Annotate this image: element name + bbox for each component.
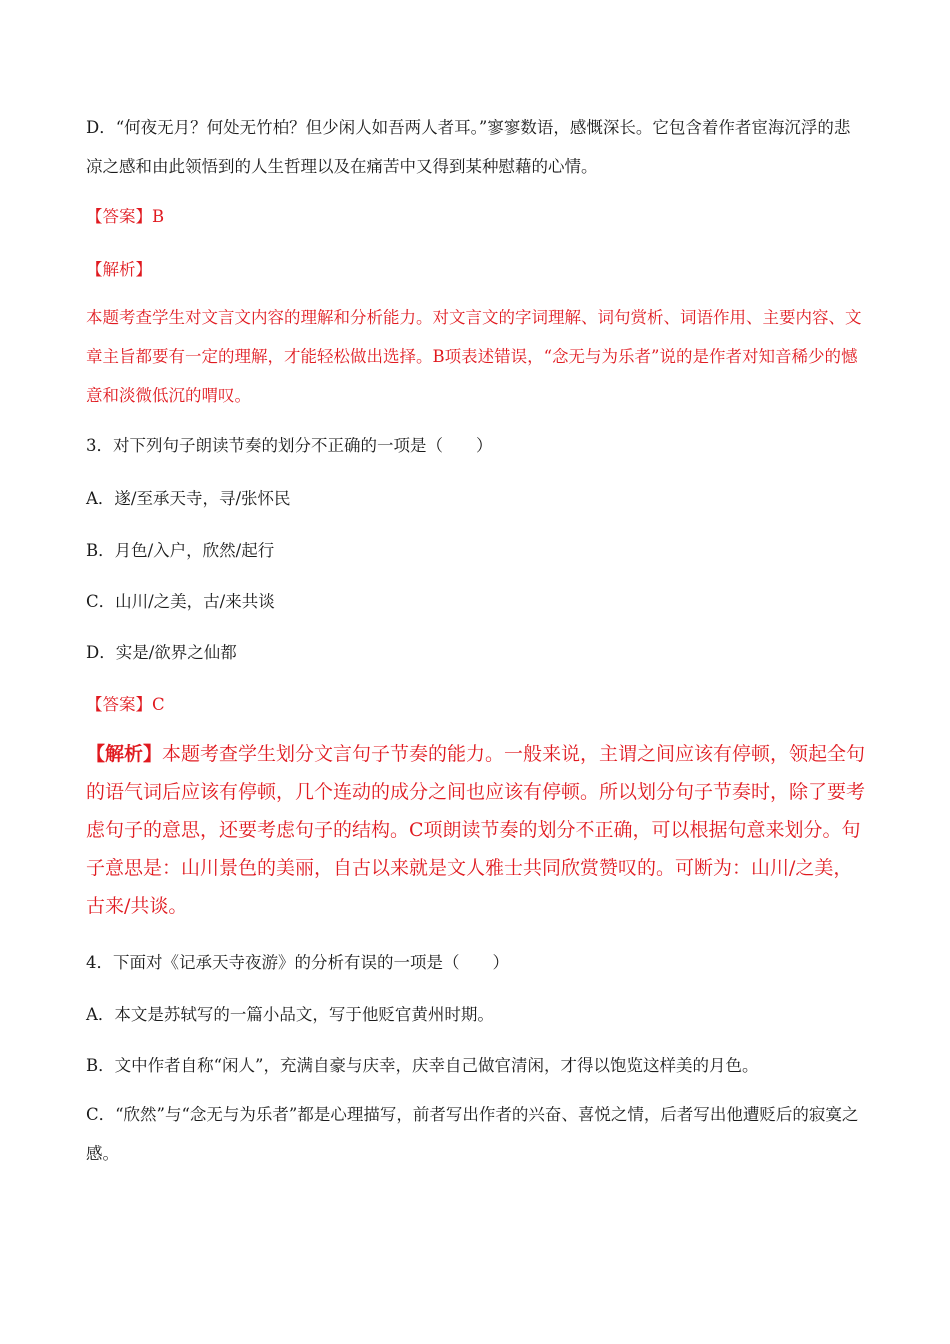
answer-value: B — [152, 207, 165, 226]
q3-analysis — [86, 735, 871, 925]
q3-option-b: B．月色/入户，欣然/起行 — [86, 541, 275, 560]
q2-analysis-label: 【解析】 — [86, 260, 152, 279]
q3-answer — [86, 685, 866, 724]
q3-option-a: A．遂/至承天寺，寻/张怀民 — [86, 489, 291, 508]
q4-option-b: B．文中作者自称“闲人”，充满自豪与庆幸，庆幸自己做官清闲，才得以饱览这样美的月色。 — [86, 1056, 759, 1075]
answer-value: C — [152, 695, 165, 714]
answer-label: 【答案】 — [86, 207, 152, 226]
answer-label: 【答案】 — [86, 695, 152, 714]
q2-answer — [86, 197, 866, 236]
q2-option-d: D．“何夜无月？何处无竹柏？但少闲人如吾两人者耳。”寥寥数语，感慨深长。它包含着作者宦海沉浮的悲凉之感和由此领悟到的人生哲理以及在痛苦中又得到某种慰藉的心情。 — [86, 118, 851, 176]
q3-option-d: D．实是/欲界之仙都 — [86, 643, 237, 662]
q4-option-c: C．“欣然”与“念无与为乐者”都是心理描写，前者写出作者的兴奋、喜悦之情，后者写出他遭贬后的寂寞之感。 — [86, 1105, 859, 1163]
q4-stem: 4．下面对《记承天寺夜游》的分析有误的一项是（ ） — [86, 953, 509, 972]
analysis-text: 本题考查学生划分文言句子节奏的能力。一般来说，主谓之间应该有停顿，领起全句的语气词后应该有停顿，几个连动的成分之间也应该有停顿。所以划分句子节奏时，除了要考虑句子的意思，还要考虑句子的结构。C项朗读节奏的划分不正确，可以根据句意来划分。句子意思是：山川景色的美丽，自古以来就是文人雅士共同欣赏赞叹的。可断为：山川/之美，古来/共谈。 — [86, 743, 866, 917]
analysis-label: 【解析】 — [86, 743, 163, 765]
q2-analysis-text: 本题考查学生对文言文内容的理解和分析能力。对文言文的字词理解、词句赏析、词语作用、主要内容、文章主旨都要有一定的理解，才能轻松做出选择。B项表述错误，“念无与为乐者”说的是作者对知音稀少的憾意和淡微低沉的喟叹。 — [86, 308, 862, 405]
q3-stem: 3．对下列句子朗读节奏的划分不正确的一项是（ ） — [86, 436, 493, 455]
q4-option-a: A．本文是苏轼写的一篇小品文，写于他贬官黄州时期。 — [86, 1005, 494, 1024]
q3-option-c: C．山川/之美，古/来共谈 — [86, 592, 275, 611]
